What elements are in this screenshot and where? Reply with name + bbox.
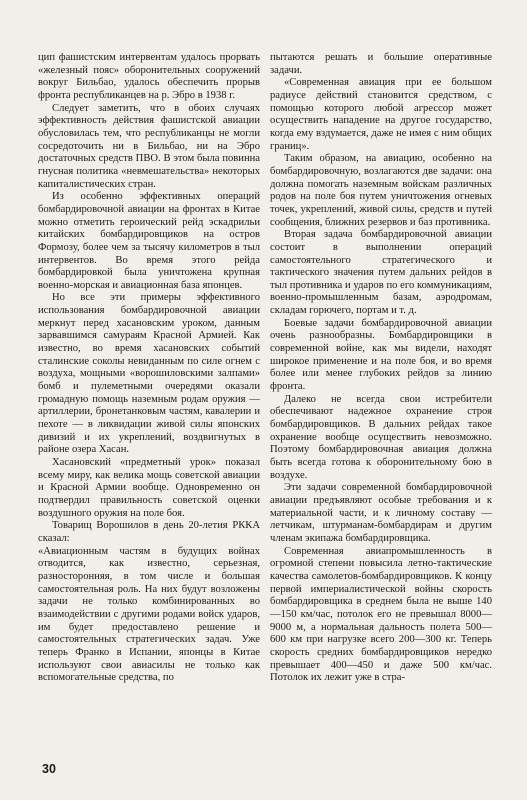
paragraph: Товарищ Ворошилов в день 20-летия РККА сказал:	[38, 520, 260, 544]
paragraph: цип фашистским интервентам удалось прорвать «железный пояс» оборонительных сооружений вокруг Бильбао, удалось обеспечить прорыв фронта республиканцев на р. Эбро в 1938 г.	[38, 52, 260, 101]
paragraph: Но все эти примеры эффективного использования бомбардировочной авиации меркнут перед хасановским уроком, данным зарвавшимся самураям Красной Армией. Как известно, во время хасановских событий сталинские соколы невиданным по силе огнем с воздуха, мощными «ворошиловскими залпами» бомб и пулеметными очередями оказали громадную помощь наземным родам оружия — артиллерии, бронетанковым частям, кавалерии и пехоте — в ликвидации живой силы японских дивизий и их укреплений, воздвигнутых в районе озера Хасан.	[38, 292, 260, 456]
paragraph: Хасановский «предметный урок» показал всему миру, как велика мощь советской авиации и Красной Армии вообще. Одновременно он подтвердил правильность советской оценки воздушного оружия на поле боя.	[38, 457, 260, 519]
page-number: 30	[42, 762, 56, 776]
right-text-column	[270, 52, 492, 685]
paragraph: Современная авиапромышленность в огромной степени повысила летно-тактические качества самолетов-бомбардировщиков. К концу первой империалистической войны скорость бомбардировщика в среднем была не выше 140—150 км/час, потолок его не превышал 8000—9000 м, а нормальная дальность полета 500—600 км при нагрузке всего 200—300 кг. Теперь скорость средних бомбардировщиков нередко превышает 400—450 и даже 500 км/час. Потолок их лежит уже в стра-	[270, 545, 492, 684]
paragraph: Боевые задачи бомбардировочной авиации очень разнообразны. Бомбардировщики в современной войне, как мы видели, находят широкое применение и на поле боя, и во время более или менее глубоких рейдов за линию фронта.	[270, 317, 492, 393]
paragraph: пытаются решать и большие оперативные задачи.	[270, 52, 492, 76]
paragraph: «Современная авиация при ее большом радиусе действий становится средством, с помощью которого любой агрессор может осуществить нападение на другое государство, когда ему вздумается, даже не имея с ним общих границ».	[270, 77, 492, 152]
paragraph: Эти задачи современной бомбардировочной авиации предъявляют особые требования и к материальной части, и к личному составу — летчикам, штурманам-бомбардирам и другим членам экипажа бомбардировщика.	[270, 482, 492, 544]
paragraph: Следует заметить, что в обоих случаях эффективность действия фашистской авиации обусловилась тем, что республиканцы не могли сосредоточить ни в Бильбао, ни на Эбро достаточных средств ПВО. В этом была повинна гнусная политика «невмешательства» некоторых капиталистических стран.	[38, 102, 260, 190]
paragraph: Далеко не всегда свои истребители обеспечивают надежное охранение строя бомбардировщиков. В дальних рейдах такое охранение вообще осуществить невозможно. Поэтому бомбардировочная авиация должна быть всегда готова к оборонительному бою в воздухе.	[270, 393, 492, 481]
paragraph: Таким образом, на авиацию, особенно на бомбардировочную, возлагаются две задачи: она должна помогать наземным войскам различных родов на поле боя путем уничтожения огневых точек, укреплений, живой силы, средств и путей сообщения, ближних резервов и баз противника.	[270, 153, 492, 228]
paragraph: «Авиационным частям в будущих войнах отводится, как известно, серьезная, разносторонняя, в том числе и большая самостоятельная роль. На них будут возложены задачи не только комбинированных во взаимодействии с другими родами войск ударов, им будет предоставлено решение и самостоятельных стратегических задач. Уже теперь Франко в Испании, японцы в Китае используют свои авиасилы не только как вспомогательные средства, по	[38, 545, 260, 684]
paragraph: Вторая задача бомбардировочной авиации состоит в выполнении операций самостоятельного стратегического и тактического значения путем дальних рейдов в тыл противника и ударов по его коммуникациям, военно-промышленным базам, аэродромам, складам горючего, портам и т. д.	[270, 229, 492, 317]
left-text-column	[38, 52, 260, 685]
paragraph: Из особенно эффективных операций бомбардировочной авиации на фронтах в Китае можно отметить героический рейд эскадрильи китайских бомбардировщиков на остров Формозу, более чем за тысячу километров в тыл интервентов. Во время этого рейда бомбардировкой была уничтожена крупная военно-морская и авиационная база японцев.	[38, 191, 260, 291]
